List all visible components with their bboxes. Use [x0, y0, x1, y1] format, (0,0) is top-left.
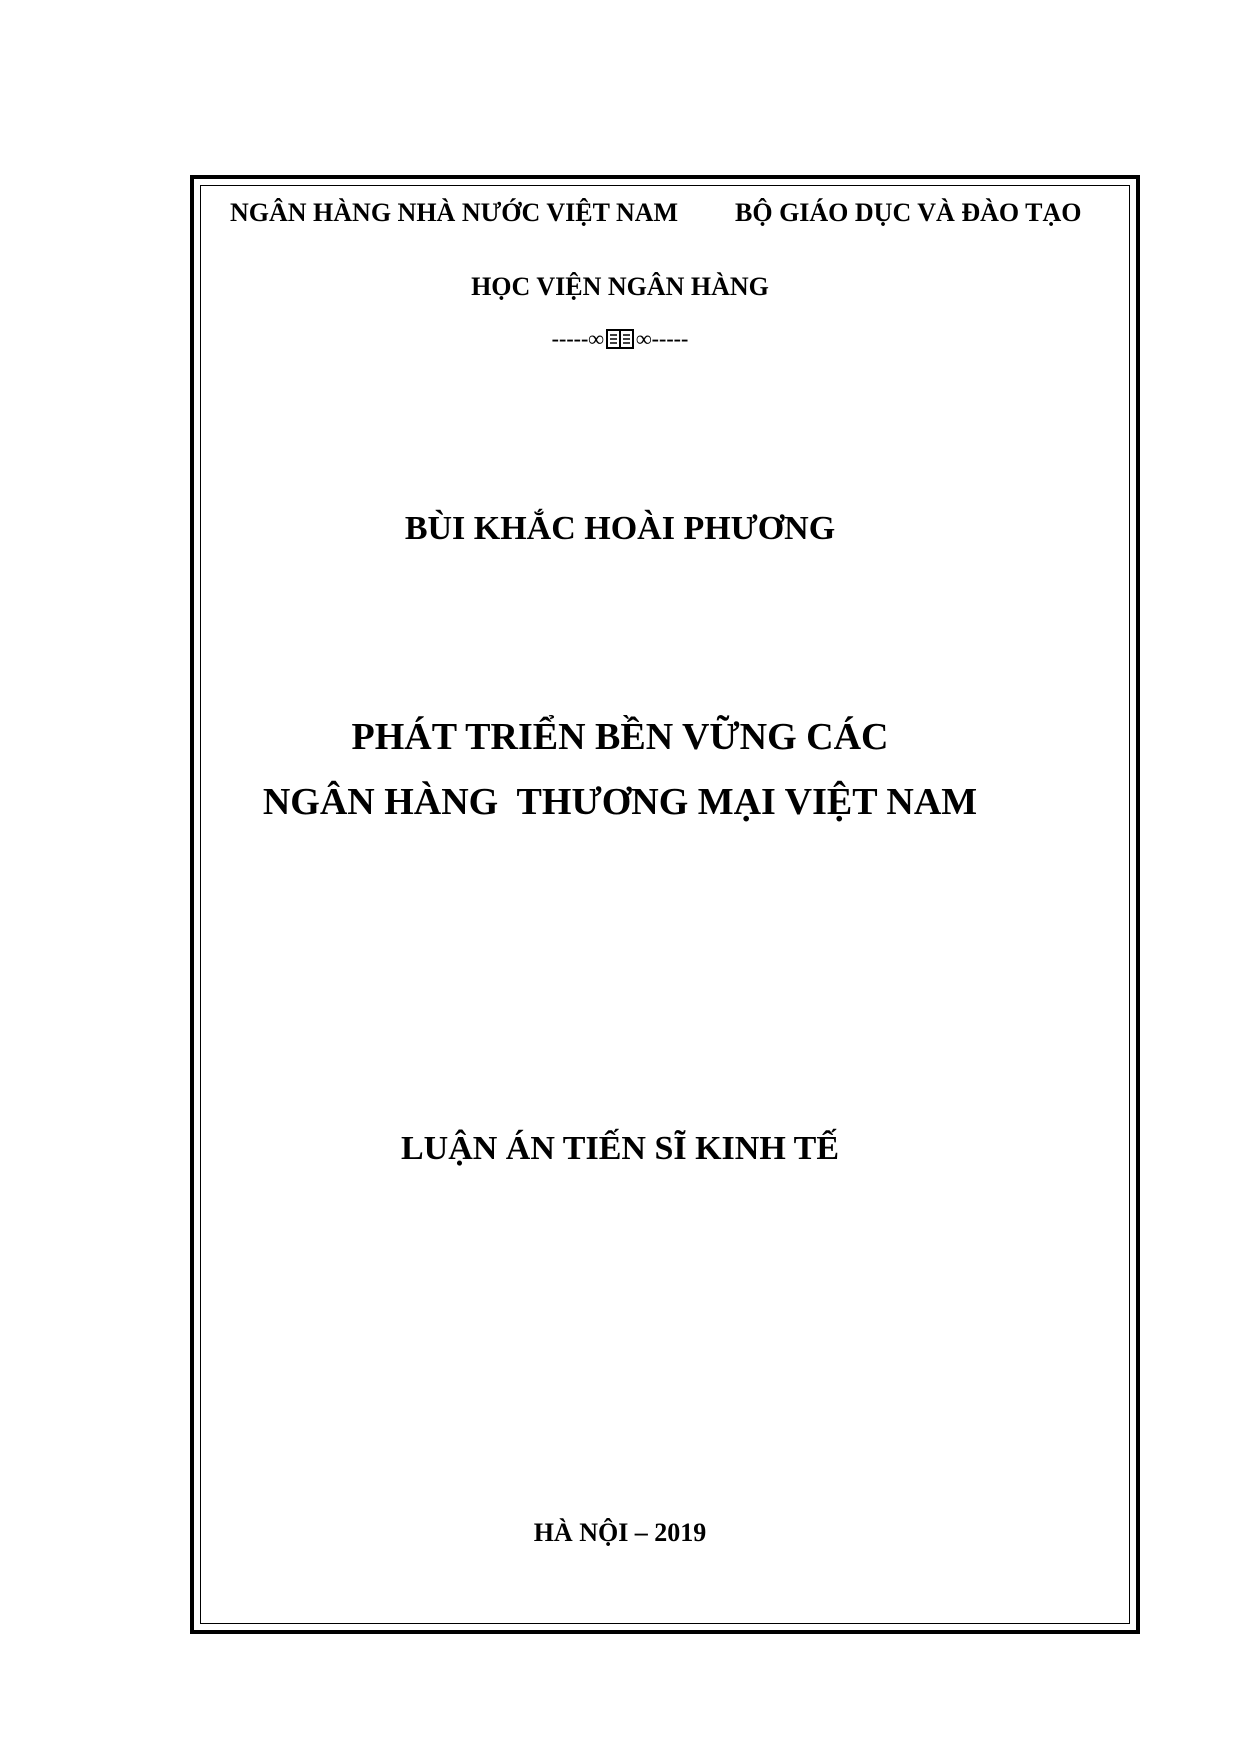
degree-type: LUẬN ÁN TIẾN SĨ KINH TẾ: [400, 1130, 840, 1167]
place-and-year: HÀ NỘI – 2019: [533, 1518, 707, 1547]
ornament-divider: [0, 326, 1240, 352]
ornament-right: ∞-----: [636, 326, 689, 351]
page-border-inner: [200, 185, 1130, 1624]
thesis-title-line-2: NGÂN HÀNG THƯƠNG MẠI VIỆT NAM: [262, 781, 978, 823]
open-book-icon: [606, 329, 634, 349]
thesis-title-line-1: PHÁT TRIỂN BỀN VỮNG CÁC: [351, 716, 889, 758]
header-right-org: BỘ GIÁO DỤC VÀ ĐÀO TẠO: [735, 198, 1082, 227]
author-name: BÙI KHẮC HOÀI PHƯƠNG: [404, 510, 836, 547]
header-left-org: NGÂN HÀNG NHÀ NƯỚC VIỆT NAM: [230, 198, 679, 227]
institute-name: HỌC VIỆN NGÂN HÀNG: [471, 272, 769, 301]
ornament-left: -----∞: [551, 326, 604, 351]
page-border: [190, 175, 1140, 1634]
